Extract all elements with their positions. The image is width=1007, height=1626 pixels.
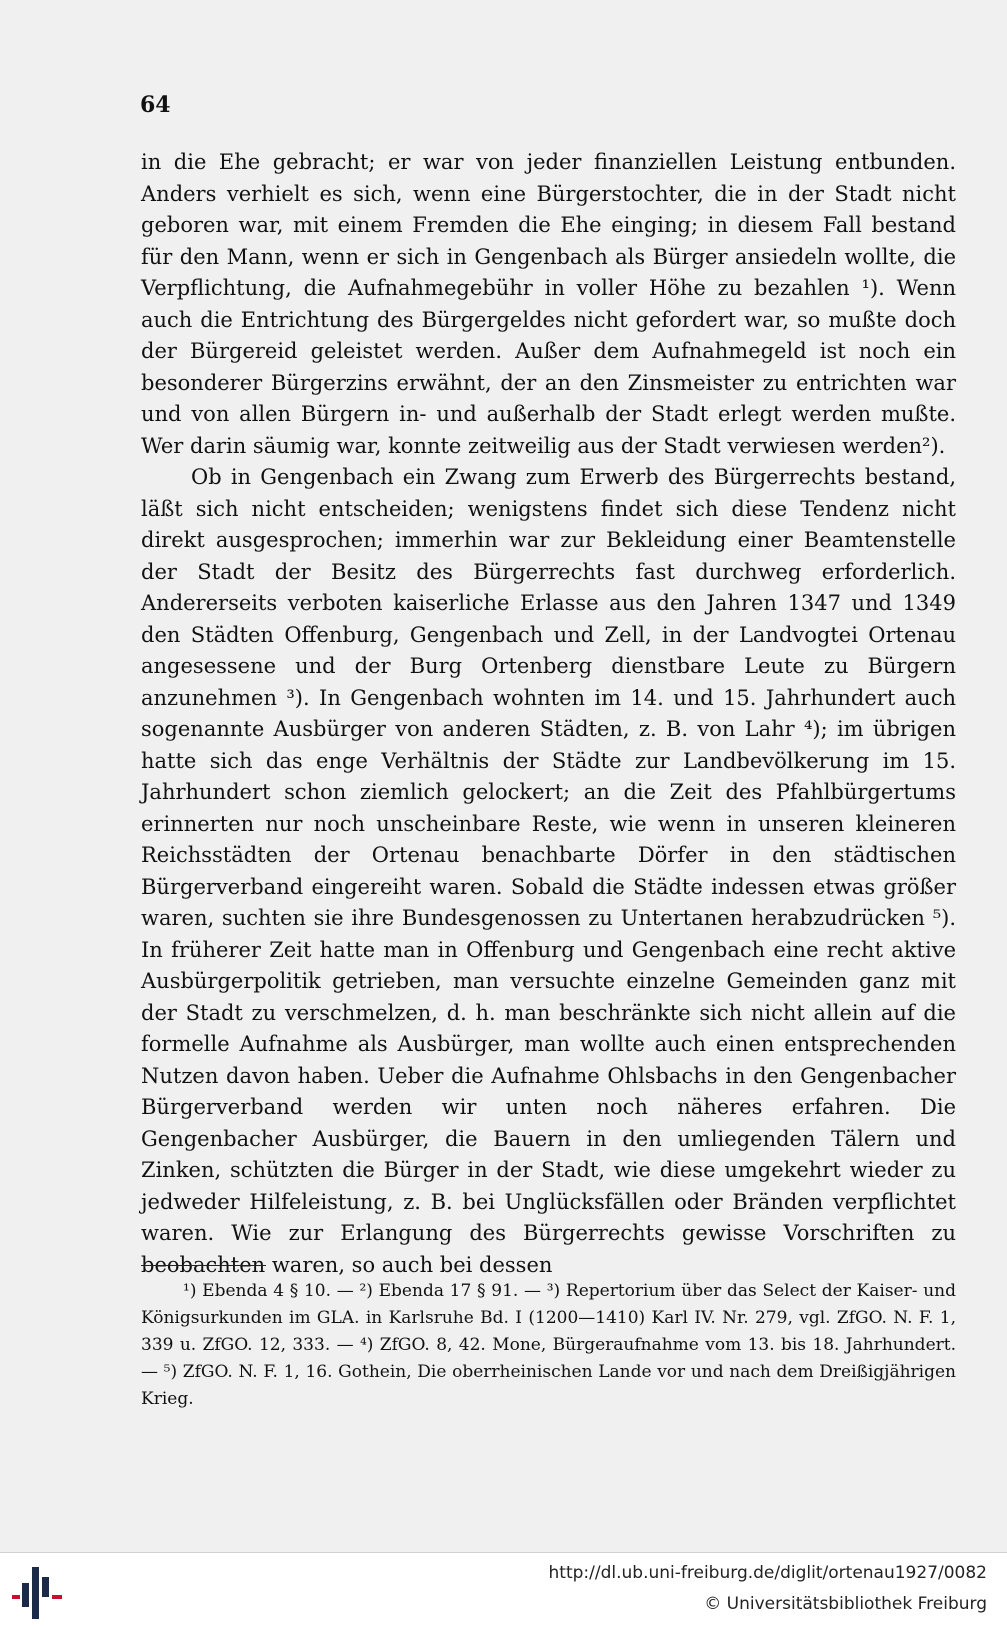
- ub-freiburg-logo-icon[interactable]: [10, 1565, 66, 1621]
- footnote-text: ¹) Ebenda 4 § 10. — ²) Ebenda 17 § 91. — ³) Repertorium über das Select der Kaiser- und Königsurkunden im GLA. in Karlsruhe Bd. I (1200—1410) Karl IV. Nr. 279, vgl. ZfGO. N. F. 1, 339 u. ZfGO. 12, 333. — ⁴) ZfGO. 8, 42. Mone, Bürgeraufnahme vom 13. bis 18. Jahrhundert. — ⁵) ZfGO. N. F. 1, 16. Gothein, Die oberrheinischen Lande vor und nach dem Dreißigjährigen Krieg.: [141, 1281, 956, 1409]
- footnote-divider: [141, 1265, 266, 1266]
- paragraph-1: in die Ehe gebracht; er war von jeder finanziellen Leistung entbunden. Anders verhielt es sich, wenn eine Bürgerstochter, die in der Stadt nicht geboren war, mit einem Fremden die Ehe einging; in diesem Fall bestand für den Mann, wenn er sich in Gengenbach als Bürger ansiedeln wollte, die Verpflichtung, die Aufnahmegebühr in voller Höhe zu bezahlen ¹). Wenn auch die Entrichtung des Bürgergeldes nicht gefordert war, so mußte doch der Bürgereid geleistet werden. Außer dem Aufnahmegeld ist noch ein besonderer Bürgerzins erwähnt, der an den Zinsmeister zu entrichten war und von allen Bürgern in- und außerhalb der Stadt erlegt werden mußte. Wer darin säumig war, konnte zeitweilig aus der Stadt verwiesen werden²).: [141, 150, 956, 458]
- body-text: [141, 147, 956, 1281]
- source-url-link[interactable]: http://dl.ub.uni-freiburg.de/diglit/ortenau1927/0082: [548, 1563, 987, 1583]
- viewer-footer: [0, 1552, 1007, 1626]
- page-number: 64: [140, 92, 171, 118]
- footnotes: [141, 1278, 956, 1413]
- copyright-notice: © Universitätsbibliothek Freiburg: [704, 1594, 987, 1614]
- paragraph-2: Ob in Gengenbach ein Zwang zum Erwerb des Bürgerrechts bestand, läßt sich nicht entscheiden; wenigstens findet sich diese Tendenz nicht direkt ausgesprochen; immerhin war zur Bekleidung einer Beamtenstelle der Stadt der Besitz des Bürgerrechts fast durchweg erforderlich. Andererseits verboten kaiserliche Erlasse aus den Jahren 1347 und 1349 den Städten Offenburg, Gengenbach und Zell, in der Landvogtei Ortenau angesessene und der Burg Ortenberg dienstbare Leute zu Bürgern anzunehmen ³). In Gengenbach wohnten im 14. und 15. Jahrhundert auch sogenannte Ausbürger von anderen Städten, z. B. von Lahr ⁴); im übrigen hatte sich das enge Verhältnis der Städte zur Landbevölkerung im 15. Jahrhundert schon ziemlich gelockert; an die Zeit des Pfahlbürgertums erinnerten nur noch unscheinbare Reste, wie wenn in unseren kleineren Reichsstädten der Ortenau benachbarte Dörfer in den städtischen Bürgerverband eingereiht waren. Sobald die Städte indessen etwas größer waren, suchten sie ihre Bundesgenossen zu Untertanen herabzudrücken ⁵). In früherer Zeit hatte man in Offenburg und Gengenbach eine recht aktive Ausbürgerpolitik getrieben, man versuchte einzelne Gemeinden ganz mit der Stadt zu verschmelzen, d. h. man beschränkte sich nicht allein auf die formelle Aufnahme als Ausbürger, man wollte auch einen entsprechenden Nutzen davon haben. Ueber die Aufnahme Ohlsbachs in den Gengenbacher Bürgerverband werden wir unten noch näheres erfahren. Die Gengenbacher Ausbürger, die Bauern in den umliegenden Tälern und Zinken, schützten die Bürger in der Stadt, wie diese umgekehrt wieder zu jedweder Hilfeleistung, z. B. bei Unglücksfällen oder Bränden verpflichtet waren. Wie zur Erlangung des Bürgerrechts gewisse Vorschriften zu beobachten waren, so auch bei dessen: [141, 465, 956, 1277]
